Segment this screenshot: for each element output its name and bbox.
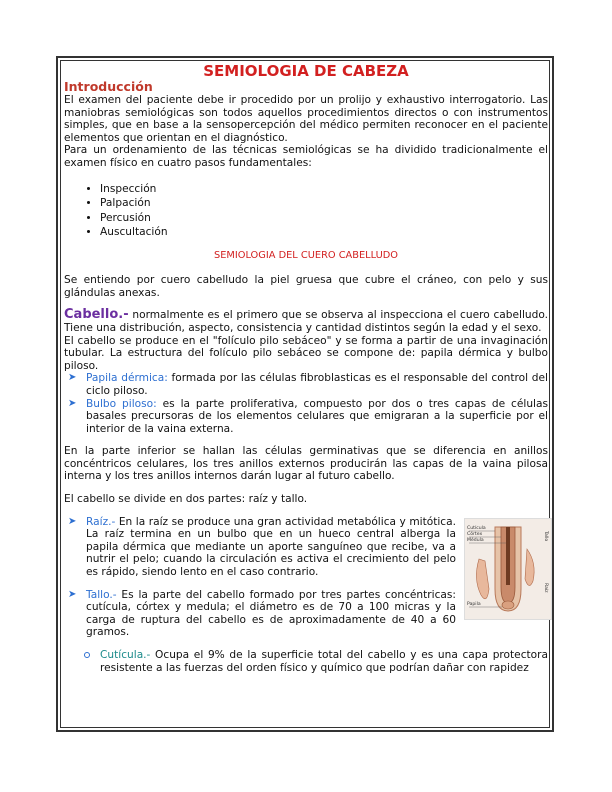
cabello-paragraph-3: En la parte inferior se hallan las células germinativas que se diferencia en anillos concéntricos celulares, los tres anillos externos producirán las capas de la vaina pilosa interna y los tres anillos internos darán lugar al futuro cabello.	[64, 445, 548, 483]
list-item	[64, 516, 456, 579]
list-item	[64, 372, 548, 397]
figure-side-label: Raíz	[543, 582, 548, 593]
list-item: • Auscultación	[100, 225, 548, 240]
term: Cutícula.-	[100, 649, 151, 661]
tallo-sublist	[64, 649, 548, 674]
figure-label: Papila	[467, 601, 481, 607]
cabello-paragraph-2: El cabello se produce en el "folículo pilo sebáceo" y se forma a partir de una invaginación tubular. La estructura del folículo pilo sebáceo se compone de: papila dérmica y bulbo piloso.	[64, 334, 548, 372]
intro-paragraph-1: El examen del paciente debe ir procedido por un prolijo y exhaustivo interrogatorio. Las maniobras semiológicas son todos aquellos procedimientos directos o con instrumentos simples, que en base a la sensopercepción del médico permiten reconocer en el paciente elementos que orientan en el diagnóstico.	[64, 94, 548, 144]
list-item: • Palpación	[100, 196, 548, 211]
cuero-cabelludo-heading: SEMIOLOGIA DEL CUERO CABELLUDO	[213, 249, 399, 261]
term-text: En la raíz se produce una gran actividad metabólica y mitótica. La raíz termina en un bulbo que en un hueco central alberga la papila dérmica que mediante un aporte sanguíneo que recibe, va a nutrir el pelo; cuando la circulación es activa el crecimiento del pelo es rápido, siendo lento en el caso contrario.	[86, 515, 456, 579]
intro-heading: Introducción	[64, 79, 153, 94]
intro-paragraph-2: Para un ordenamiento de las técnicas semiológicas se ha dividido tradicionalmente el examen físico en cuatro pasos fundamentales:	[64, 144, 548, 169]
circle-bullet-icon	[84, 652, 90, 658]
hair-follicle-illustration	[465, 519, 551, 619]
list-item: • Percusión	[100, 211, 548, 226]
cabello-text: normalmente es el primero que se observa al inspecciona el cuero cabelludo. Tiene una distribución, aspecto, consistencia y cantidad distintos según la edad y el sexo.	[64, 309, 548, 334]
term: Bulbo piloso:	[86, 397, 157, 410]
document-title: SEMIOLOGIA DE CABEZA	[203, 62, 409, 80]
arrow-bullet-icon: ➤	[68, 397, 77, 409]
term: Raíz.-	[86, 515, 116, 528]
cabello-heading: Cabello.-	[64, 307, 129, 323]
figure-label: Médula	[467, 537, 484, 543]
term-text: Es la parte del cabello formado por tres partes concéntricas: cutícula, córtex y medula; el diámetro es de 70 a 100 micras y la carga de ruptura del cabello es de aproximadamente de 40 a 60 gramos.	[86, 588, 456, 639]
arrow-bullet-icon: ➤	[68, 588, 77, 600]
figure-side-label: Tallo	[543, 530, 548, 541]
list-item: • Inspección	[100, 182, 548, 197]
folicle-parts-list	[64, 372, 548, 435]
cabello-paragraph-1	[64, 309, 548, 334]
figure-label: Córtex	[467, 531, 483, 537]
hair-parts-list	[64, 516, 456, 639]
list-item	[64, 589, 456, 639]
figure-label: Cutícula	[467, 525, 486, 531]
cabello-paragraph-4: El cabello se divide en dos partes: raíz y tallo.	[64, 493, 308, 506]
exam-steps-list	[64, 182, 548, 240]
list-item	[64, 398, 548, 436]
term-text: Ocupa el 9% de la superficie total del cabello y es una capa protectora resistente a las fuerzas del orden físico y químico que podrían dañar con rapidez	[100, 649, 548, 674]
cuero-paragraph: Se entiendo por cuero cabelludo la piel gruesa que cubre el cráneo, con pelo y sus glándulas anexas.	[64, 274, 548, 299]
term-text: formada por las células fibroblasticas es el responsable del control del ciclo piloso.	[86, 372, 548, 397]
term: Papila dérmica:	[86, 372, 168, 385]
hair-follicle-diagram	[464, 518, 552, 620]
term: Tallo.-	[86, 588, 117, 601]
hair-parts-section	[64, 516, 548, 639]
document-content	[64, 62, 548, 674]
arrow-bullet-icon: ➤	[68, 515, 77, 527]
term-text: es la parte proliferativa, compuesto por dos o tres capas de células basales precursoras de los elementos celulares que emigraran a la superficie por el interior de la vaina externa.	[86, 397, 548, 435]
arrow-bullet-icon: ➤	[68, 372, 77, 384]
list-item	[64, 649, 548, 674]
